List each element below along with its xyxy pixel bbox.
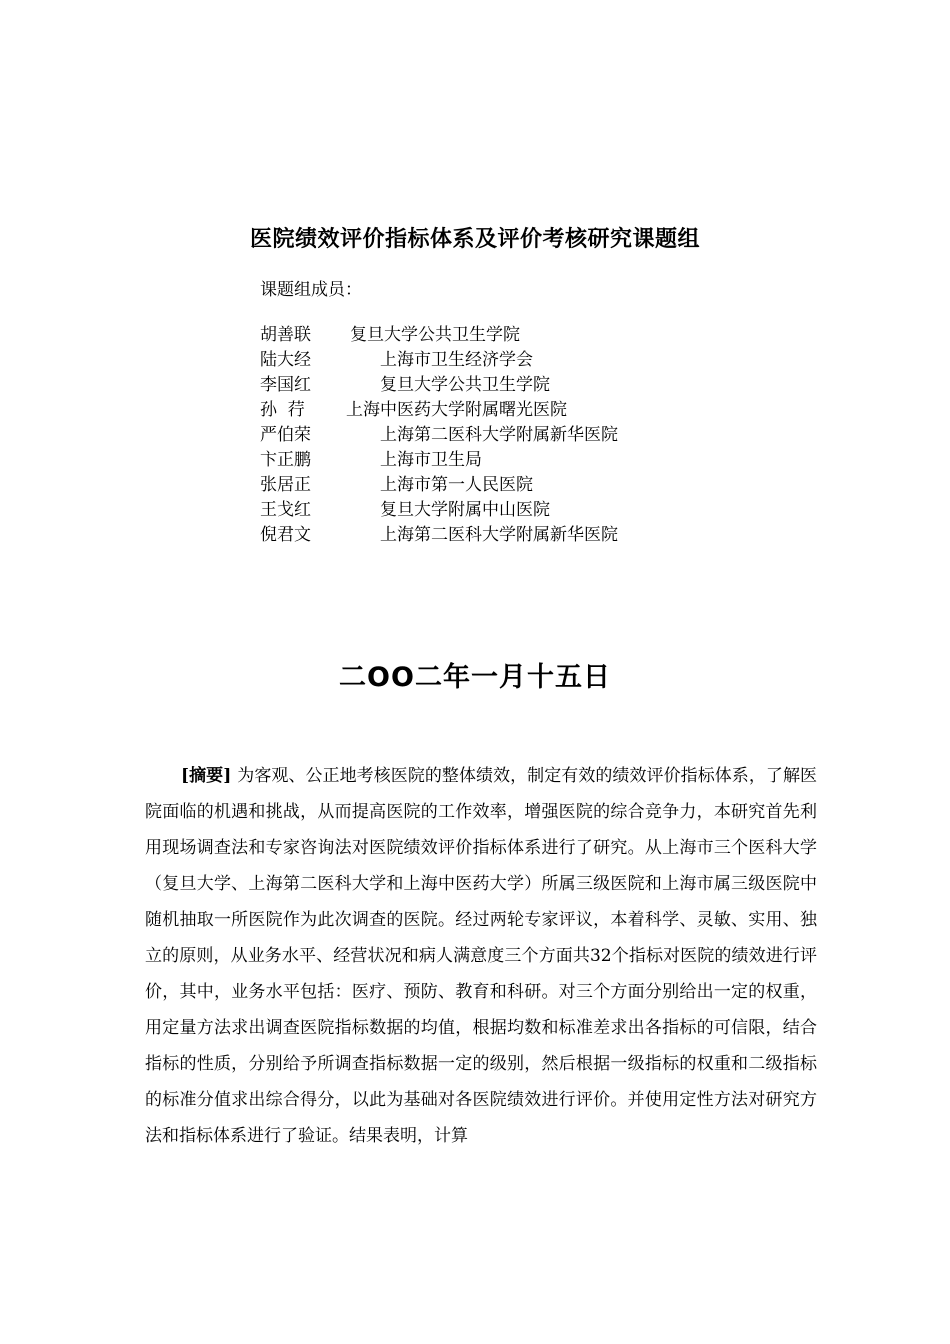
member-row <box>260 473 680 498</box>
member-org: 上海第二医科大学附属新华医院 <box>380 525 618 545</box>
member-name: 倪君文 <box>260 525 311 545</box>
member-name: 王戈红 <box>260 500 311 520</box>
member-org: 上海市卫生经济学会 <box>380 350 533 370</box>
member-row <box>260 423 680 448</box>
member-name: 陆大经 <box>260 350 311 370</box>
document-date: 二OO二年一月十五日 <box>339 662 611 693</box>
abstract-label: [摘要] <box>181 766 232 786</box>
member-org: 复旦大学公共卫生学院 <box>380 375 550 395</box>
member-row <box>260 398 680 423</box>
member-org: 上海市第一人民医院 <box>380 475 533 495</box>
member-name: 严伯荣 <box>260 425 311 445</box>
member-org: 上海第二医科大学附属新华医院 <box>380 425 618 445</box>
member-row <box>260 323 680 348</box>
member-org: 上海中医药大学附属曙光医院 <box>346 400 567 420</box>
member-name: 卞正鹏 <box>260 450 311 470</box>
document-title: 医院绩效评价指标体系及评价考核研究课题组 <box>249 227 700 252</box>
member-name: 李国红 <box>260 375 311 395</box>
member-org: 复旦大学附属中山医院 <box>380 500 550 520</box>
member-name: 张居正 <box>260 475 311 495</box>
members-list <box>260 323 680 548</box>
member-name: 胡善联 <box>260 325 311 345</box>
member-row <box>260 348 680 373</box>
member-name: 孙 荇 <box>260 400 305 420</box>
member-org: 复旦大学公共卫生学院 <box>350 325 520 345</box>
abstract-paragraph <box>145 758 817 1154</box>
member-org: 上海市卫生局 <box>380 450 482 470</box>
member-row <box>260 373 680 398</box>
member-row <box>260 498 680 523</box>
members-label: 课题组成员： <box>260 280 362 300</box>
abstract-text: 为客观、公正地考核医院的整体绩效，制定有效的绩效评价指标体系，了解医院面临的机遇和挑战，从而提高医院的工作效率，增强医院的综合竞争力，本研究首先利用现场调查法和专家咨询法对医院绩效评价指标体系进行了研究。从上海市三个医科大学（复旦大学、上海第二医科大学和上海中医药大学）所属三级医院和上海市属三级医院中随机抽取一所医院作为此次调查的医院。经过两轮专家评议，本着科学、灵敏、实用、独立的原则，从业务水平、经营状况和病人满意度三个方面共32个指标对医院的绩效进行评价，其中，业务水平包括：医疗、预防、教育和科研。对三个方面分别给出一定的权重，用定量方法求出调查医院指标数据的均值，根据均数和标准差求出各指标的可信限，结合指标的性质，分别给予所调查指标数据一定的级别，然后根据一级指标的权重和二级指标的标准分值求出综合得分，以此为基础对各医院绩效进行评价。并使用定性方法对研究方法和指标体系进行了验证。结果表明，计算 <box>145 766 818 1146</box>
member-row <box>260 523 680 548</box>
member-row <box>260 448 680 473</box>
